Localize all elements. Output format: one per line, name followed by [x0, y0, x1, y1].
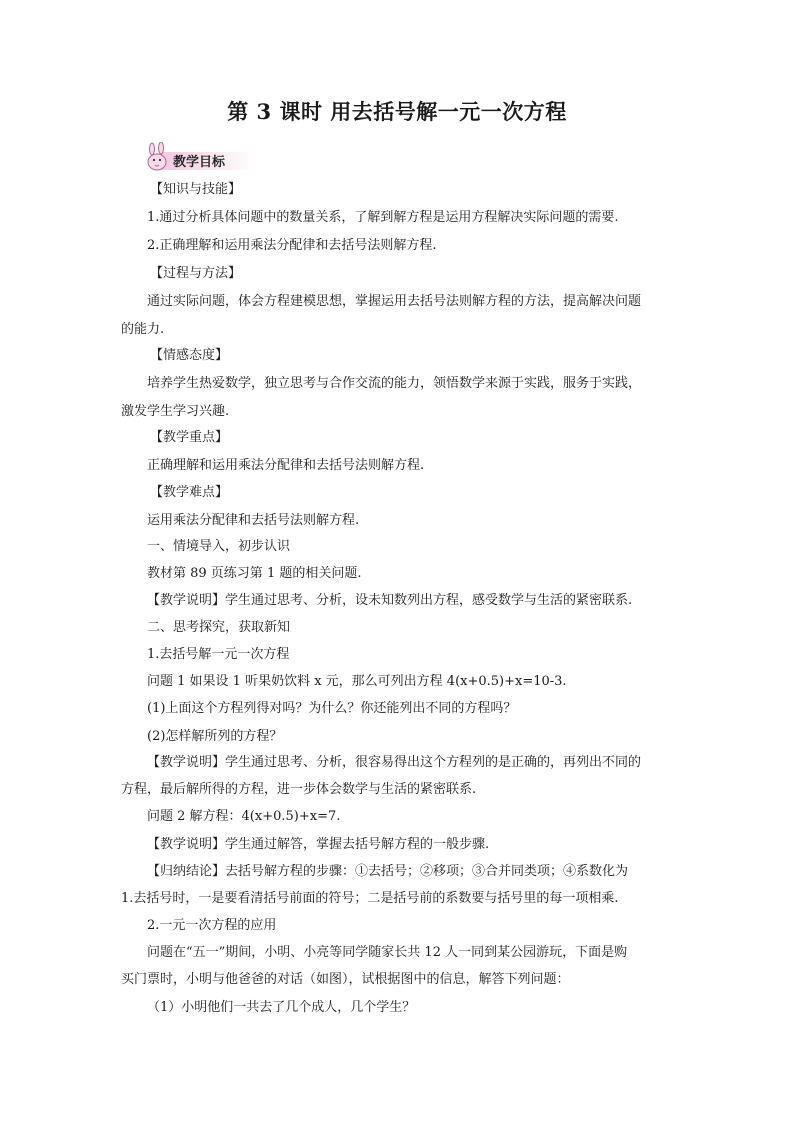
text-line: 【归纳结论】去括号解方程的步骤：①去括号；②移项；③合并同类项；④系数化为 [147, 864, 629, 879]
text-line: 1.去括号时，一是要看清括号前面的符号；二是括号前的系数要与括号里的每一项相乘. [121, 891, 619, 906]
text-line: 【情感态度】 [150, 348, 229, 363]
text-line: 教材第 89 页练习第 1 题的相关问题. [147, 566, 362, 581]
text-line: 2.一元一次方程的应用 [147, 918, 277, 933]
text-line: 1.去括号解一元一次方程 [147, 647, 290, 662]
text-line: 【教学难点】 [150, 485, 229, 500]
text-line: 激发学生学习兴趣. [121, 404, 230, 419]
text-line: (1)上面这个方程列得对吗？为什么？你还能列出不同的方程吗？ [147, 701, 517, 716]
text-line: (2)怎样解所列的方程？ [147, 729, 283, 744]
text-line: 二、思考探究，获取新知 [147, 620, 291, 635]
text-line: 正确理解和运用乘法分配律和去括号法则解方程. [147, 458, 425, 473]
text-line: 【知识与技能】 [150, 182, 242, 197]
text-line: 2.正确理解和运用乘法分配律和去括号法则解方程. [147, 238, 437, 253]
text-line: 【教学重点】 [150, 430, 229, 445]
text-line: 问题 2 解方程：4(x+0.5)+x=7. [147, 809, 341, 824]
text-line: （1）小明他们一共去了几个成人，几个学生？ [147, 1000, 416, 1015]
text-line: 【教学说明】学生通过思考、分析，很容易得出这个方程列的是正确的，再列出不同的 [147, 755, 642, 770]
text-line: 买门票时，小明与他爸爸的对话（如图），试根据图中的信息，解答下列问题： [121, 972, 570, 987]
page-title: 第 3 课时 用去括号解一元一次方程 [227, 99, 567, 124]
text-line: 【教学说明】学生通过解答，掌握去括号解方程的一般步骤. [147, 837, 490, 852]
text-line: 方程，最后解所得的方程，进一步体会数学与生活的紧密联系. [121, 782, 477, 797]
text-line: 的能力. [121, 322, 165, 337]
text-line: 问题 1 如果设 1 听果奶饮料 x 元，那么可列出方程 4(x+0.5)+x=10-3. [147, 674, 567, 689]
text-line: 培养学生热爱数学，独立思考与合作交流的能力，领悟数学来源于实践，服务于实践， [147, 376, 642, 391]
rabbit-mascot-icon [148, 142, 166, 170]
text-line: 【教学说明】学生通过思考、分析，设未知数列出方程，感受数学与生活的紧密联系. [147, 593, 633, 608]
text-line: 问题在“五一”期间，小明、小亮等同学随家长共 12 人一同到某公园游玩，下面是购 [147, 945, 628, 960]
banner-label: 教学目标 [173, 155, 226, 170]
text-line: 一、情境导入，初步认识 [147, 539, 291, 554]
text-line: 1.通过分析具体问题中的数量关系，了解到解方程是运用方程解决实际问题的需要. [147, 210, 619, 225]
text-line: 【过程与方法】 [150, 266, 242, 281]
text-line: 运用乘法分配律和去括号法则解方程. [147, 513, 360, 528]
text-line: 通过实际问题，体会方程建模思想，掌握运用去括号法则解方程的方法，提高解决问题 [147, 294, 642, 309]
teaching-goals-banner [145, 142, 257, 176]
